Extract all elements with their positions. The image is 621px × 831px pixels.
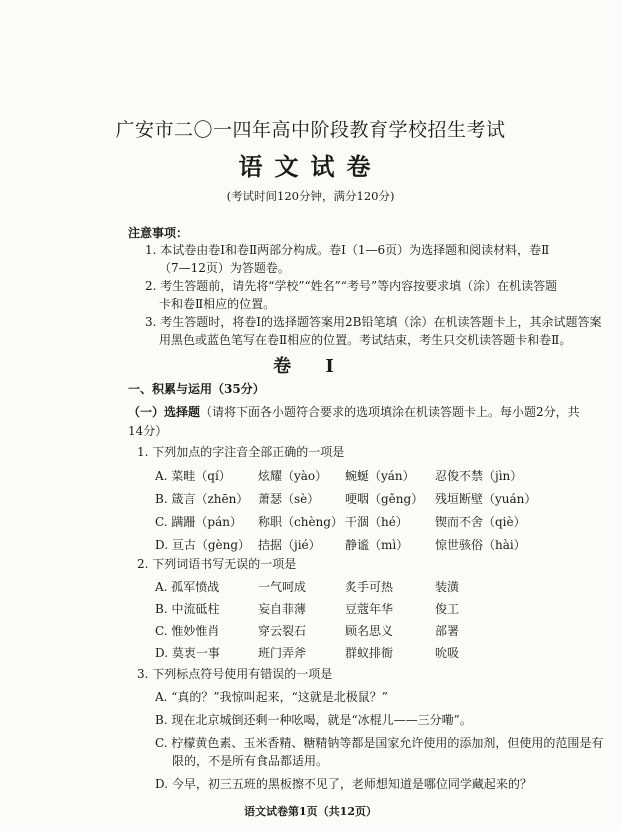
q1-b-4: 残垣断壁（yuán） — [435, 492, 537, 506]
q2-c-2: 穿云裂石 — [258, 624, 307, 638]
note-3-line-2: 用黑色或蓝色笔写在卷Ⅱ相应的位置。考试结束，考生只交机读答题卡和卷Ⅱ。 — [159, 333, 572, 347]
q1-c-4: 锲而不舍（qiè） — [435, 515, 526, 529]
q3-option-c-line-1: C. 柠檬黄色素、玉米香精、糖精钠等都是国家允许使用的添加剂，但使用的范围是有 — [155, 736, 604, 750]
q1-b-3: 哽咽（gěng） — [345, 492, 424, 506]
q2-a-4: 装潢 — [435, 580, 460, 594]
note-2-line-2: 卡和卷Ⅱ相应的位置。 — [159, 297, 276, 311]
q1-c-3: 干涸（hé） — [345, 515, 408, 529]
q1-a-2: 炫耀（yào） — [258, 469, 328, 483]
note-2-line-1: 2. 考生答题前，请先将“学校”“姓名”“考号”等内容按要求填（涂）在机读答题 — [145, 279, 558, 293]
q2-b-1: B. 中流砥柱 — [155, 602, 220, 616]
q2-b-2: 妄自菲薄 — [258, 602, 307, 616]
q1-a-1: A. 菜畦（qí） — [155, 469, 231, 483]
q2-stem: 2. 下列词语书写无误的一项是 — [137, 557, 297, 571]
subject-title: 语文试卷 — [238, 152, 383, 181]
part1-instruction — [128, 403, 580, 420]
q2-a-3: 炙手可热 — [345, 580, 394, 594]
q3-option-d: D. 今早，初三五班的黑板擦不见了，老师想知道是哪位同学藏起来的？ — [155, 777, 532, 791]
q3-option-c-line-2: 限的，不是所有食品都适用。 — [172, 754, 329, 768]
q1-d-2: 拮据（jié） — [258, 538, 321, 552]
section-title: 卷 Ⅰ — [273, 356, 348, 377]
q1-c-2: 称职（chèng） — [258, 515, 343, 529]
q2-b-4: 俊工 — [435, 602, 460, 616]
q1-b-2: 萧瑟（sè） — [258, 492, 320, 506]
q2-b-3: 豆蔻年华 — [345, 602, 394, 616]
q2-a-2: 一气呵成 — [258, 580, 307, 594]
q1-a-3: 蜿蜒（yán） — [345, 469, 415, 483]
q1-d-3: 静谧（mì） — [345, 538, 409, 552]
q2-a-1: A. 孤军愤战 — [155, 580, 220, 594]
part1-sub-line-2: 14分） — [128, 424, 168, 438]
q3-stem: 3. 下列标点符号使用有错误的一项是 — [137, 667, 333, 681]
page-footer: 语文试卷第1页（共12页） — [244, 805, 377, 818]
q3-option-a: A. “真的？”我惊叫起来，“这就是北极鼠？” — [155, 690, 388, 704]
note-1-line-2: （7—12页）为答题卷。 — [159, 261, 290, 275]
note-3-line-1: 3. 考生答题时，将卷Ⅰ的选择题答案用2B铅笔填（涂）在机读答题卡上，其余试题答案 — [145, 315, 602, 329]
q1-b-1: B. 箴言（zhēn） — [155, 492, 249, 506]
q1-stem: 1. 下列加点的字注音全部正确的一项是 — [137, 445, 345, 459]
exam-time-info: (考试时间120分钟，满分120分) — [226, 189, 395, 203]
part1-sub-line-1: （请将下面各小题符合要求的选项填涂在机读答题卡上。每小题2分，共 — [200, 405, 580, 419]
q2-d-4: 吮吸 — [435, 646, 460, 660]
q1-d-1: D. 亘古（gèng） — [155, 538, 251, 552]
q2-c-4: 部署 — [435, 624, 460, 638]
part1-heading: 一、积累与运用（35分） — [128, 382, 265, 396]
q2-c-3: 顾名思义 — [345, 624, 394, 638]
q1-d-4: 惊世骇俗（hài） — [435, 538, 526, 552]
q2-d-3: 群蚁排衙 — [345, 646, 394, 660]
notes-heading: 注意事项： — [128, 226, 189, 240]
q2-d-2: 班门弄斧 — [258, 646, 307, 660]
q1-c-1: C. 蹒跚（pán） — [155, 515, 242, 529]
exam-title: 广安市二〇一四年高中阶段教育学校招生考试 — [115, 119, 506, 141]
q1-a-4: 忍俊不禁（jìn） — [435, 469, 523, 483]
part1-sub-label: （一）选择题 — [128, 405, 201, 419]
q2-d-1: D. 莫衷一事 — [155, 646, 220, 660]
q2-c-1: C. 惟妙惟肖 — [155, 624, 220, 638]
q3-option-b: B. 现在北京城倒还剩一种吆喝，就是“冰棍儿——三分嘞”。 — [155, 713, 472, 727]
note-1-line-1: 1. 本试卷由卷Ⅰ和卷Ⅱ两部分构成。卷Ⅰ（1—6页）为选择题和阅读材料，卷Ⅱ — [145, 243, 550, 257]
